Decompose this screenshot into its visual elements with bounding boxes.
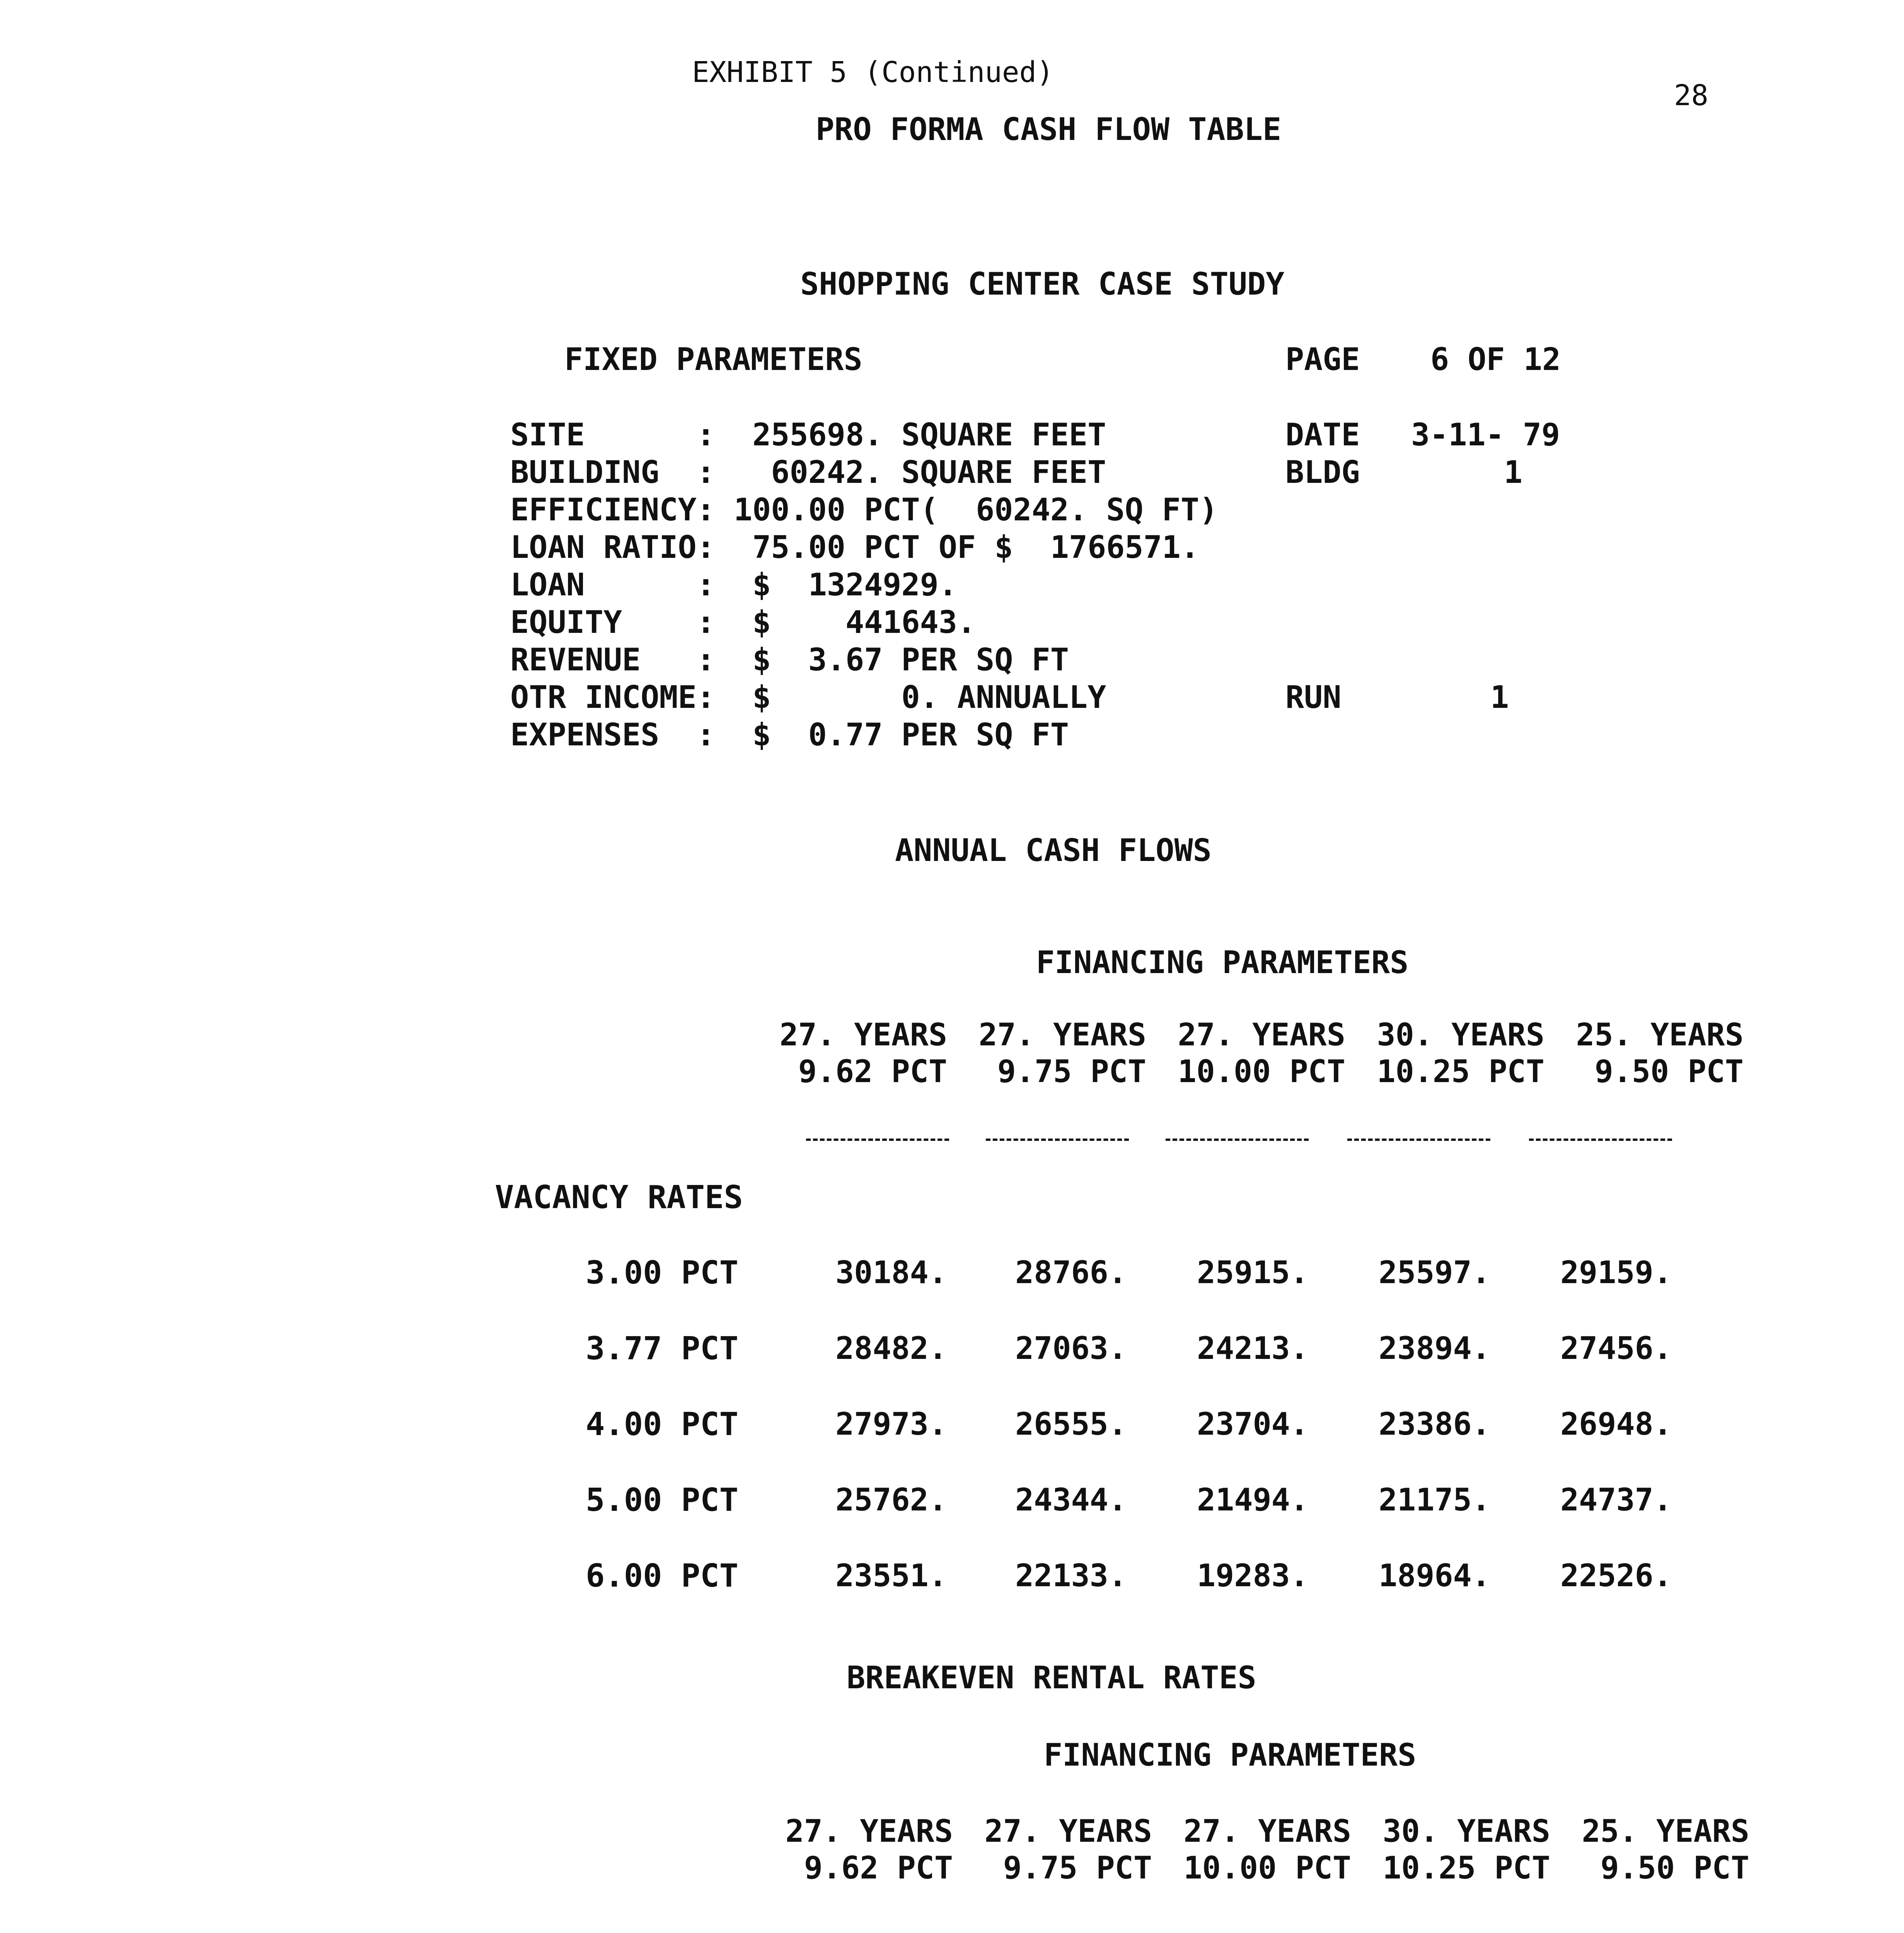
- column-header-rate: 9.62 PCT: [798, 1053, 947, 1089]
- value-cell: 23551.: [835, 1558, 947, 1594]
- column-header-years: 27. YEARS: [1183, 1813, 1351, 1849]
- value-cell: 24737.: [1560, 1482, 1672, 1518]
- value-cell: 29159.: [1560, 1255, 1672, 1290]
- value-cell: 23386.: [1379, 1406, 1490, 1442]
- date-value: 3-11- 79: [1411, 417, 1560, 453]
- column-header-years: 25. YEARS: [1576, 1017, 1744, 1053]
- value-cell: 22133.: [1015, 1558, 1127, 1594]
- document-title: PRO FORMA CASH FLOW TABLE: [816, 111, 1282, 147]
- column-header-years: 27. YEARS: [785, 1813, 953, 1849]
- column-underline: [1529, 1139, 1672, 1143]
- column-header-years: 27. YEARS: [779, 1017, 947, 1053]
- column-underline: [986, 1139, 1129, 1143]
- table-row: [0, 1558, 1904, 1592]
- vacancy-rate-cell: 4.00 PCT: [586, 1406, 738, 1443]
- bldg-value: 1: [1504, 454, 1523, 490]
- column-header-years: 25. YEARS: [1582, 1813, 1749, 1849]
- value-cell: 24344.: [1015, 1482, 1127, 1518]
- value-cell: 27063.: [1015, 1330, 1127, 1366]
- fixed-parameters-heading: FIXED PARAMETERS: [564, 341, 863, 377]
- value-cell: 24213.: [1197, 1330, 1309, 1366]
- other-income-line: OTR INCOME: $ 0. ANNUALLY: [510, 679, 1106, 715]
- breakeven-financing-label: FINANCING PARAMETERS: [1044, 1737, 1416, 1773]
- page-value: 6 OF 12: [1430, 341, 1561, 377]
- column-header-rate: 10.00 PCT: [1178, 1053, 1345, 1089]
- column-header-years: 27. YEARS: [984, 1813, 1152, 1849]
- value-cell: 25597.: [1379, 1255, 1490, 1290]
- column-header-rate: 9.50 PCT: [1600, 1850, 1749, 1886]
- revenue-line: REVENUE : $ 3.67 PER SQ FT: [510, 642, 1069, 678]
- exhibit-label: EXHIBIT 5 (Continued): [692, 56, 1054, 89]
- value-cell: 22526.: [1560, 1558, 1672, 1594]
- breakeven-title: BREAKEVEN RENTAL RATES: [847, 1660, 1256, 1696]
- column-header-rate: 10.00 PCT: [1183, 1850, 1351, 1886]
- value-cell: 30184.: [835, 1255, 947, 1290]
- table-row: [0, 1406, 1904, 1441]
- value-cell: 25762.: [835, 1482, 947, 1518]
- equity-line: EQUITY : $ 441643.: [510, 604, 976, 640]
- value-cell: 21175.: [1379, 1482, 1490, 1518]
- table-row: [0, 1482, 1904, 1517]
- table-row: [0, 1330, 1904, 1365]
- value-cell: 23894.: [1379, 1330, 1490, 1366]
- column-header-years: 27. YEARS: [1178, 1017, 1345, 1053]
- page-label: PAGE: [1285, 341, 1360, 377]
- annual-cash-flows-title: ANNUAL CASH FLOWS: [895, 832, 1212, 868]
- loan-line: LOAN : $ 1324929.: [510, 567, 957, 603]
- value-cell: 21494.: [1197, 1482, 1309, 1518]
- vacancy-rate-cell: 6.00 PCT: [586, 1558, 738, 1594]
- case-study-title: SHOPPING CENTER CASE STUDY: [800, 266, 1285, 302]
- date-label: DATE: [1285, 417, 1360, 453]
- efficiency-line: EFFICIENCY: 100.00 PCT( 60242. SQ FT): [510, 492, 1218, 528]
- value-cell: 27973.: [835, 1406, 947, 1442]
- value-cell: 26555.: [1015, 1406, 1127, 1442]
- run-value: 1: [1490, 679, 1509, 715]
- column-header-years: 30. YEARS: [1382, 1813, 1550, 1849]
- column-header-rate: 9.75 PCT: [997, 1053, 1146, 1089]
- vacancy-rate-cell: 3.00 PCT: [586, 1255, 738, 1291]
- value-cell: 25915.: [1197, 1255, 1309, 1290]
- column-underline: [1166, 1139, 1309, 1143]
- value-cell: 26948.: [1560, 1406, 1672, 1442]
- vacancy-rate-cell: 5.00 PCT: [586, 1482, 738, 1519]
- value-cell: 28766.: [1015, 1255, 1127, 1290]
- bldg-label: BLDG: [1285, 454, 1360, 490]
- value-cell: 19283.: [1197, 1558, 1309, 1594]
- column-underline: [1347, 1139, 1490, 1143]
- value-cell: 23704.: [1197, 1406, 1309, 1442]
- column-header-rate: 9.75 PCT: [1003, 1850, 1152, 1886]
- column-header-rate: 9.62 PCT: [804, 1850, 953, 1886]
- loan-ratio-line: LOAN RATIO: 75.00 PCT OF $ 1766571.: [510, 529, 1200, 565]
- column-header-rate: 10.25 PCT: [1382, 1850, 1550, 1886]
- column-underline: [806, 1139, 949, 1143]
- expenses-line: EXPENSES : $ 0.77 PER SQ FT: [510, 717, 1069, 753]
- page-number: 28: [1674, 79, 1709, 112]
- vacancy-rate-cell: 3.77 PCT: [586, 1330, 738, 1367]
- column-header-years: 27. YEARS: [978, 1017, 1146, 1053]
- value-cell: 18964.: [1379, 1558, 1490, 1594]
- column-header-rate: 9.50 PCT: [1594, 1053, 1744, 1089]
- column-header-rate: 10.25 PCT: [1377, 1053, 1544, 1089]
- building-line: BUILDING : 60242. SQUARE FEET: [510, 454, 1106, 490]
- value-cell: 28482.: [835, 1330, 947, 1366]
- table-row: [0, 1255, 1904, 1289]
- value-cell: 27456.: [1560, 1330, 1672, 1366]
- annual-financing-label: FINANCING PARAMETERS: [1036, 944, 1409, 980]
- column-header-years: 30. YEARS: [1377, 1017, 1544, 1053]
- vacancy-rates-label: VACANCY RATES: [495, 1179, 743, 1216]
- site-line: SITE : 255698. SQUARE FEET: [510, 417, 1106, 453]
- run-label: RUN: [1285, 679, 1341, 715]
